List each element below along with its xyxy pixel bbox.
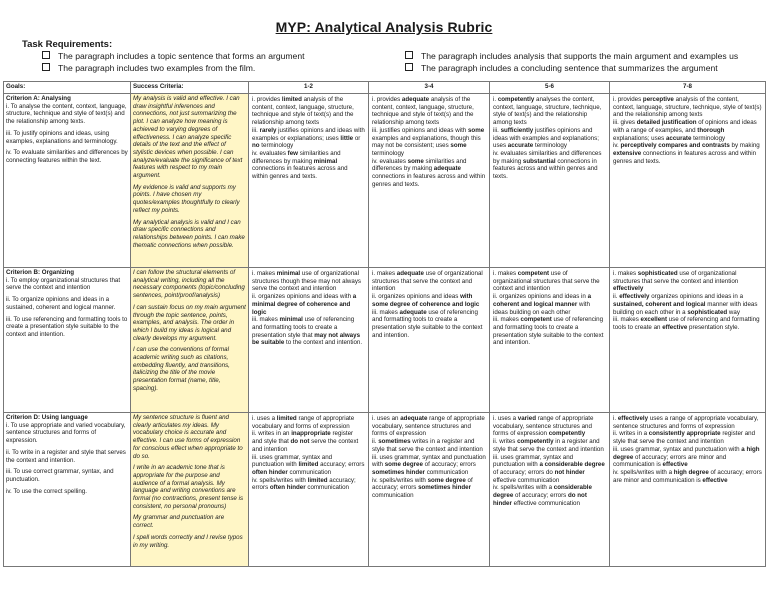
descriptor-text: by making [729, 142, 760, 150]
descriptor-text: use of referencing and formatting tools to create a presentation style suitable to the context and intention. [372, 308, 483, 339]
checkbox-icon [42, 63, 50, 71]
goal-text: iv. To use the correct spelling. [6, 487, 87, 495]
descriptor-text: i. uses an [372, 415, 401, 422]
criteria-text: My analysis is valid and effective. I can draw insightful inferences and connections, not just summarizing the plot. I can analyze how meaning is achieved to varying degrees of effectiveness. I can analyze specific details of the text and the effect of stylistic devices when possible. I can analyze/evaluate the significance of text features with respect to my main argument. [133, 95, 243, 180]
descriptor-emphasis: sometimes [378, 438, 411, 446]
descriptor-emphasis: limited [307, 476, 328, 484]
descriptor-emphasis: no [252, 142, 260, 150]
goal-text: ii. To organize opinions and ideas in a sustained, coherent and logical manner. [6, 296, 116, 311]
descriptor-emphasis: some [450, 142, 467, 150]
criteria-text: I write in an academic tone that is appropriate for the purpose and audience of a formal analysis. My language and writing conventions are formal (no contractions, present tense is consistent, no personal pronouns) [133, 464, 244, 510]
level-cell [490, 94, 610, 268]
descriptor-emphasis: thorough [697, 126, 725, 134]
descriptor-text: terminology [259, 142, 294, 150]
descriptor-text: connections in features across and within genres and texts. [252, 165, 348, 181]
criterion-heading: Criterion D: Using language [6, 414, 88, 421]
level-cell [610, 94, 766, 268]
descriptor-emphasis: sophisticated [637, 270, 678, 277]
table-header-row [4, 82, 766, 94]
descriptor-text: iv. evaluates [252, 149, 288, 157]
descriptor-text: terminology [372, 149, 404, 157]
task-requirement-text: The paragraph includes a topic sentence that forms an argument [58, 51, 305, 61]
descriptor-emphasis: excellent [640, 316, 667, 324]
goal-text: i. To analyse the content, context, language, structure, technique and style of text(s) and the relationship among texts. [6, 102, 127, 126]
descriptor-text: connections in features across and within genres and texts. [372, 173, 486, 188]
descriptor-text: way [727, 308, 740, 316]
descriptor-text: connections in features across and within genres and texts. [493, 157, 598, 181]
criteria-text: My analytical analysis is valid and I can draw specific connections and relationships between points. I can make thematic connections when possible. [133, 218, 245, 249]
level-cell [610, 413, 766, 567]
descriptor-emphasis: adequate [399, 308, 427, 316]
descriptor-text: similarities and differences by making [372, 157, 467, 173]
descriptor-text: accuracy; errors [318, 461, 365, 469]
descriptor-emphasis: often hinder [252, 468, 288, 476]
criteria-text: My evidence is valid and supports my points. I have chosen my quotes/examples thoughtfully to clearly reflect my points. [133, 183, 240, 214]
descriptor-text: i. uses a [493, 415, 518, 422]
descriptor-emphasis: competent [520, 316, 552, 324]
descriptor-text: i. uses a [252, 415, 277, 422]
descriptor-text: iii. justifies opinions and ideas with [372, 126, 468, 134]
descriptor-text: register and style that serve the context and intention [613, 430, 756, 446]
descriptor-emphasis: consistently appropriate [648, 430, 721, 438]
descriptor-emphasis: effective [662, 323, 688, 331]
column-header: Goals: [4, 82, 131, 94]
descriptor-emphasis: effectively [613, 285, 644, 293]
descriptor-emphasis: with some degree of coherence and logic [372, 293, 480, 308]
descriptor-text: of accuracy; errors are minor and communication is [613, 453, 727, 469]
descriptor-emphasis: a high degree [613, 445, 760, 461]
descriptor-text: justifies opinions and ideas with examples and explanations; uses [493, 126, 599, 150]
descriptor-text: examples and explanations, though this may not be consistent; uses [372, 134, 481, 150]
descriptor-text: iv. evaluates [372, 157, 408, 165]
goal-text: iii. To justify opinions and ideas, using examples, explanations and terminology. [6, 129, 118, 145]
descriptor-emphasis: often hinder [269, 484, 306, 492]
descriptor-text: i. makes [613, 270, 638, 277]
descriptor-emphasis: inappropriate [291, 430, 331, 438]
column-header: 7-8 [610, 82, 766, 94]
descriptor-emphasis: adequate [433, 165, 461, 173]
table-row [4, 413, 766, 567]
descriptor-emphasis: limited [298, 461, 319, 469]
descriptor-emphasis: varied [517, 415, 536, 422]
goal-text: i. To use appropriate and varied vocabulary, sentence structures and forms of expression. [6, 421, 126, 445]
descriptor-text: or [353, 134, 361, 142]
descriptor-text: communication [372, 492, 414, 500]
descriptor-text: iv. [613, 142, 621, 150]
descriptor-text: explanations; uses [613, 134, 666, 142]
descriptor-emphasis: do not [290, 438, 310, 446]
level-cell [249, 94, 369, 268]
descriptor-emphasis: competently [497, 96, 535, 103]
descriptor-emphasis: perceptive [642, 96, 674, 103]
descriptor-text: analyses the content, context, language, structure, technique, style of text(s) and the relationship among texts [493, 96, 602, 127]
goal-text: ii. To write in a register and style that serves the context and intention. [6, 448, 126, 464]
descriptor-emphasis: little [340, 134, 354, 142]
descriptor-emphasis: perceptively compares and contrasts [620, 142, 730, 150]
descriptor-emphasis: effectively [619, 293, 650, 301]
descriptor-emphasis: adequate [401, 96, 430, 103]
descriptor-emphasis: few [287, 149, 298, 157]
criteria-text: My grammar and punctuation are correct. [133, 514, 225, 530]
goals-cell [4, 413, 131, 567]
descriptor-text: uses a range of appropriate vocabulary, sentence structures and forms of expression [613, 415, 759, 430]
descriptor-emphasis: some degree [384, 461, 423, 469]
descriptor-emphasis: minimal [276, 270, 301, 277]
descriptor-emphasis: limited [276, 415, 297, 422]
descriptor-text: analysis of the content, context, language, structure, technique and style of text(s) and the relationship among texts [372, 96, 474, 127]
table-row [4, 94, 766, 268]
descriptor-text: ii. [613, 293, 620, 301]
descriptor-emphasis: rarely [259, 126, 277, 134]
descriptor-text: organizes opinions and ideas in a [649, 293, 744, 301]
descriptor-text: accuracy; errors [252, 476, 356, 492]
descriptor-text: ii. organizes opinions and ideas in [493, 293, 588, 301]
descriptor-text: ii. writes [493, 438, 518, 446]
descriptor-text: iii. [493, 126, 501, 134]
descriptor-emphasis: a coherent and logical manner [493, 293, 592, 308]
descriptor-emphasis: accurate [507, 142, 534, 150]
descriptor-text: communication [287, 468, 332, 476]
descriptor-emphasis: sustained, coherent and logical [613, 300, 706, 308]
task-requirement-text: The paragraph includes two examples from the film. [58, 63, 256, 73]
task-requirements-heading: Task Requirements: [22, 39, 113, 50]
page-title: MYP: Analytical Analysis Rubric [275, 19, 493, 35]
descriptor-text: iii. makes [493, 316, 521, 324]
descriptor-emphasis: adequate [400, 415, 428, 422]
descriptor-text: i. makes [252, 270, 277, 277]
goals-cell [4, 94, 131, 268]
level-cell [610, 268, 766, 413]
column-header: 3-4 [369, 82, 490, 94]
descriptor-emphasis: not hinder [554, 468, 585, 476]
criteria-text: I can use the conventions of formal academic writing such as citations, embedding fluently, and transitions, italicizing the title of the movie presentation format (name, title, spacing). [133, 346, 230, 392]
descriptor-text: iv. evaluates similarities and differences by making [493, 149, 602, 165]
descriptor-text: with ideas building on each other [493, 300, 590, 316]
descriptor-emphasis: may not always be suitable [252, 331, 361, 347]
descriptor-text: iii. makes [372, 308, 400, 316]
descriptor-text: i. provides [372, 96, 402, 103]
column-header: 5-6 [490, 82, 610, 94]
descriptor-text: use of referencing and formatting tools to create a presentation style that [252, 316, 355, 339]
descriptor-text: ii. [372, 438, 379, 446]
descriptor-text: of accuracy; errors [422, 461, 476, 469]
descriptor-emphasis: a minimal degree of coherence and logic [252, 293, 357, 316]
descriptor-text: ii. organizes opinions and ideas [372, 293, 461, 301]
descriptor-text: manner with ideas building on each other in a [613, 300, 758, 316]
descriptor-emphasis: do not hinder [493, 492, 587, 507]
descriptor-text: iii. makes [613, 316, 641, 324]
descriptor-text: range of appropriate vocabulary, sentence structures and forms of expression [493, 415, 594, 438]
level-cell [369, 413, 490, 567]
descriptor-text: use of organizational structures that serve the context and intention [613, 270, 739, 285]
task-requirement [405, 51, 738, 62]
column-header: 1-2 [249, 82, 369, 94]
descriptor-emphasis: some [467, 126, 485, 134]
table-row [4, 268, 766, 413]
descriptor-emphasis: minimal [313, 157, 338, 165]
descriptor-text: ii. writes in a [613, 430, 649, 438]
descriptor-text: iii. uses grammar, syntax and punctuation with [372, 453, 486, 469]
descriptor-text: i. [493, 96, 498, 103]
descriptor-text: effective communication [511, 499, 580, 507]
goal-text: iii. To use correct grammar, syntax, and punctuation. [6, 468, 114, 483]
descriptor-emphasis: considerable degree [493, 484, 592, 500]
descriptor-emphasis: adequate [396, 270, 424, 277]
descriptor-text: to the context and intention. [284, 339, 363, 347]
descriptor-text: iv. spells/writes with a [613, 468, 674, 476]
descriptor-emphasis: competently [517, 438, 554, 446]
level-cell [490, 268, 610, 413]
level-cell [369, 268, 490, 413]
descriptor-emphasis: minimal [279, 316, 303, 324]
goal-text: iii. To use referencing and formatting tools to create a presentation style suitable to the context and intention. [6, 315, 128, 338]
descriptor-emphasis: some [407, 157, 424, 165]
descriptor-text: communication [305, 484, 349, 492]
descriptor-text: iii. uses grammar, syntax and punctuation with [493, 453, 574, 469]
descriptor-emphasis: competent [517, 270, 550, 277]
task-requirement [42, 63, 255, 74]
goal-text: i. To employ organizational structures that serve the context and intention [6, 276, 121, 292]
checkbox-icon [42, 51, 50, 59]
descriptor-text: i. makes [493, 270, 518, 277]
descriptor-text: i. provides [613, 96, 643, 103]
descriptor-emphasis: substantial [522, 157, 556, 165]
goals-cell [4, 268, 131, 413]
descriptor-text: iv. spells/writes with a [493, 484, 554, 492]
goal-text: iv. To evaluate similarities and differences by connecting features within the text. [6, 149, 128, 164]
descriptor-text: use of referencing and formatting tools to create a presentation style suitable to the context and intention. [493, 316, 604, 347]
descriptor-text: iv. spells/writes with [252, 476, 308, 484]
rubric-table [3, 81, 766, 567]
descriptor-text: presentation style. [687, 323, 740, 331]
criteria-text: I spell words correctly and I revise typos in my writing. [133, 533, 243, 549]
descriptor-text: iii. gives [613, 119, 637, 127]
descriptor-emphasis: accurate [665, 134, 692, 142]
level-cell [249, 268, 369, 413]
criterion-heading: Criterion A: Analysing [6, 95, 71, 102]
checkbox-icon [405, 63, 413, 71]
criteria-text: I can sustain focus on my main argument through the topic sentence, points, examples, and analysis. The order in which I build my ideas is logical and clearly develops my argument. [133, 303, 246, 342]
descriptor-emphasis: sophisticated [687, 308, 728, 316]
descriptor-emphasis: competently [548, 430, 586, 438]
descriptor-text: connections in features across and within genres and texts. [613, 149, 757, 165]
descriptor-text: i. [613, 415, 618, 422]
descriptor-text: of accuracy; errors [372, 476, 473, 492]
descriptor-text: of accuracy; errors are minor and communication is [613, 468, 762, 484]
descriptor-emphasis: some degree [427, 476, 466, 484]
success-criteria-cell [131, 94, 249, 268]
descriptor-emphasis: effectively [617, 415, 649, 422]
descriptor-text: similarities and differences by making [252, 149, 341, 165]
checkbox-icon [405, 51, 413, 59]
task-requirement-text: The paragraph includes analysis that supports the main argument and examples us [421, 51, 739, 61]
descriptor-text: justifies opinions and ideas with examples or explanations; uses [252, 126, 365, 142]
task-requirement [42, 51, 305, 62]
descriptor-text: i. provides [252, 96, 282, 103]
descriptor-text: iii. uses grammar, syntax and punctuation with [613, 445, 742, 453]
descriptor-text: communication [424, 468, 469, 476]
descriptor-text: range of appropriate vocabulary, sentence structures and forms of expression [372, 415, 485, 438]
descriptor-text: serve the context and intention [252, 438, 359, 453]
descriptor-text: register and style that [252, 430, 354, 446]
descriptor-emphasis: extensive [613, 149, 642, 157]
descriptor-text: analysis of the content, context, language, structure, technique, style of text(s) and the relationship among texts [613, 96, 762, 119]
descriptor-text: analysis of the content, context, language, structure, technique and style of text(s) and the relationship among texts [252, 96, 354, 127]
success-criteria-cell [131, 413, 249, 567]
task-requirement [405, 63, 718, 74]
descriptor-text: writes in a register and style that serve the context and intention [372, 438, 483, 453]
success-criteria-cell [131, 268, 249, 413]
criteria-text: My sentence structure is fluent and clearly articulates my ideas. My vocabulary choice is accurate and effective. I can use forms of expression for conscious effect when appropriate to do so. [133, 414, 243, 460]
descriptor-emphasis: effective [702, 476, 728, 484]
criterion-heading: Criterion B: Organizing [6, 269, 75, 276]
descriptor-emphasis: sometimes hinder [372, 468, 425, 476]
level-cell [249, 413, 369, 567]
descriptor-text: iii. uses grammar, syntax and punctuation with [252, 453, 333, 469]
descriptor-text: use of organizational structures that serve the context and intention [493, 270, 600, 293]
descriptor-text: use of organizational structures though these may not always serve the context and intention [252, 270, 362, 293]
descriptor-text: iii. [252, 126, 260, 134]
descriptor-text: use of organizational structures that serve the context and intention [372, 270, 483, 293]
descriptor-text: terminology [533, 142, 567, 150]
descriptor-emphasis: sufficiently [500, 126, 534, 134]
task-requirement-text: The paragraph includes a concluding sentence that summarizes the argument [421, 63, 718, 73]
descriptor-text: i. makes [372, 270, 397, 277]
descriptor-emphasis: detailed justification [636, 119, 697, 127]
descriptor-text: range of appropriate vocabulary and forms of expression [252, 415, 355, 430]
descriptor-emphasis: limited [281, 96, 302, 103]
descriptor-text: use of referencing and formatting tools to create an [613, 316, 760, 331]
descriptor-text: of opinions and ideas with a range of examples, and [613, 119, 757, 134]
descriptor-text: of accuracy; errors do [493, 468, 555, 476]
column-header: Success Criteria: [131, 82, 249, 94]
level-cell [369, 94, 490, 268]
descriptor-text: of accuracy; errors [513, 492, 568, 500]
criteria-text: I can follow the structural elements of analytical writing, including all the necessary components (topic/concluding sentences, point/proof/analysis) [133, 269, 245, 300]
descriptor-text: ii. organizes opinions and ideas with [252, 293, 353, 301]
descriptor-emphasis: effective [662, 461, 688, 469]
descriptor-text: effective communication [493, 476, 560, 484]
level-cell [490, 413, 610, 567]
descriptor-text: in a register and style that serve the context and intention [493, 438, 604, 453]
descriptor-emphasis: high degree [673, 468, 709, 476]
descriptor-emphasis: sometimes hinder [418, 484, 472, 492]
descriptor-emphasis: a considerable degree [539, 461, 605, 469]
descriptor-text: terminology [691, 134, 726, 142]
descriptor-text: ii. writes in an [252, 430, 292, 438]
descriptor-text: iii. makes [252, 316, 280, 324]
descriptor-text: iv. spells/writes with [372, 476, 428, 484]
